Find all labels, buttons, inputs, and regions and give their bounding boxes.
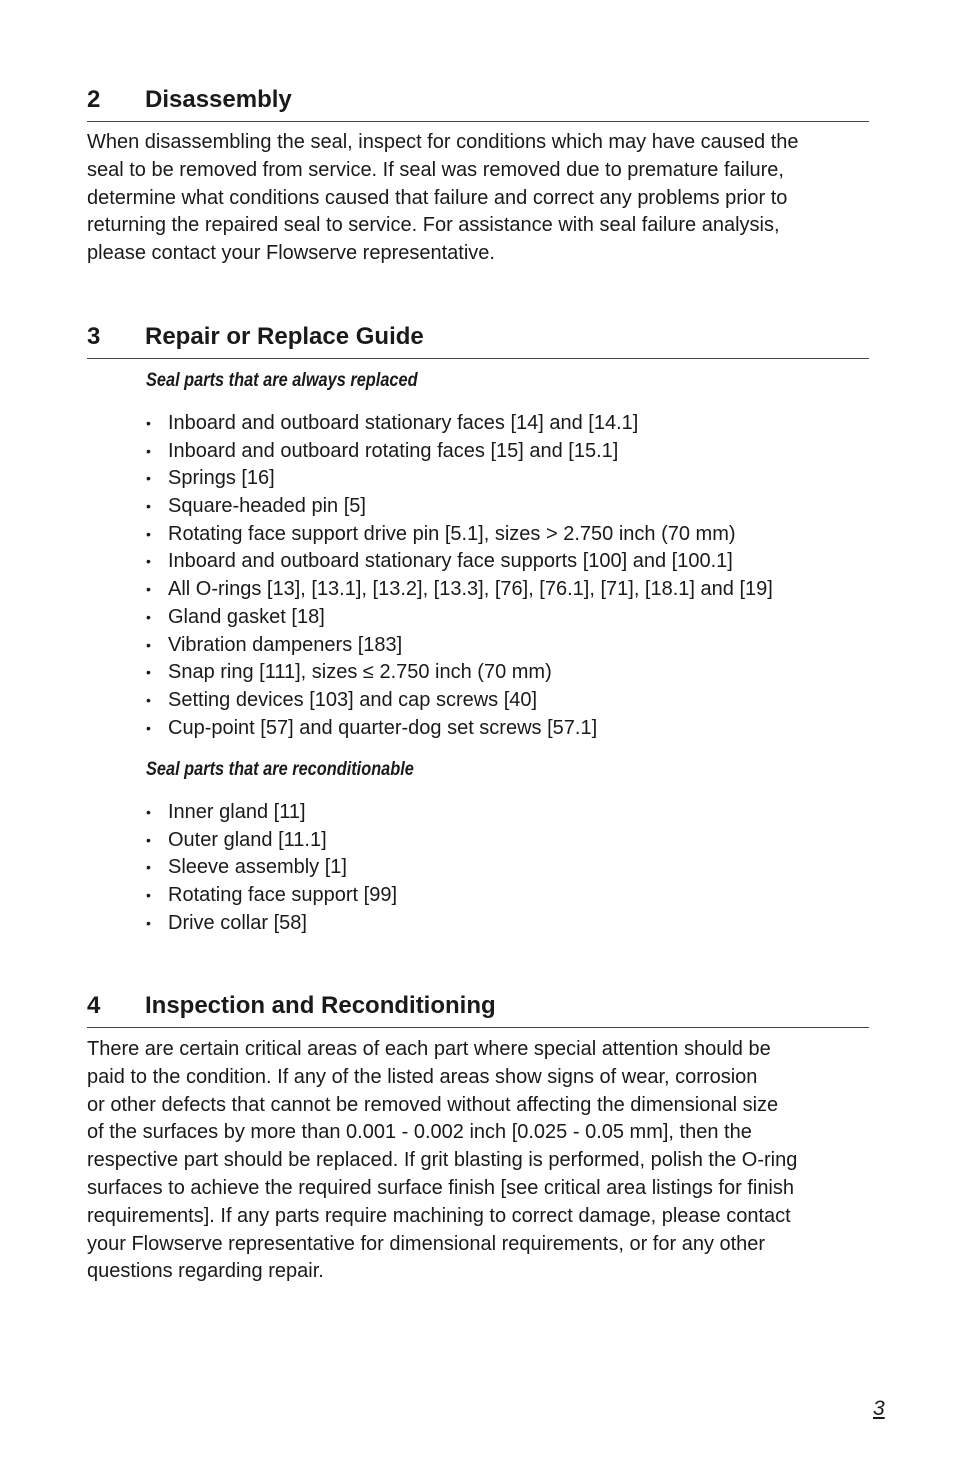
section-number: 4: [87, 992, 101, 1019]
paragraph-line: determine what conditions caused that failure and correct any problems prior to: [87, 186, 788, 209]
list-item-text: Inboard and outboard rotating faces [15] and [15.1]: [168, 439, 619, 462]
bullet-icon: •: [146, 442, 151, 459]
paragraph-line: returning the repaired seal to service. For assistance with seal failure analysis,: [87, 214, 780, 237]
list-item-text: Springs [16]: [168, 467, 275, 490]
section-title: Disassembly: [145, 86, 292, 113]
bullet-icon: •: [146, 525, 151, 542]
paragraph-line: There are certain critical areas of each part where special attention should be: [87, 1038, 771, 1060]
list-item-text: Rotating face support [99]: [168, 884, 398, 907]
bullet-icon: •: [146, 498, 151, 515]
paragraph-line: questions regarding repair.: [87, 1260, 324, 1283]
paragraph-line: paid to the condition. If any of the listed areas show signs of wear, corrosion: [87, 1065, 758, 1088]
paragraph-line: surfaces to achieve the required surface finish [see critical area listings for finish: [87, 1176, 795, 1199]
paragraph-line: or other defects that cannot be removed without affecting the dimensional size: [87, 1093, 779, 1116]
bullet-icon: •: [146, 831, 151, 848]
section-number: 2: [87, 86, 101, 113]
section-4-paragraph: [87, 1036, 869, 1286]
list-item-text: Vibration dampeners [183]: [168, 633, 403, 656]
paragraph-line: of the surfaces by more than 0.001 - 0.002 inch [0.025 - 0.05 mm], then the: [87, 1121, 752, 1144]
paragraph-line: When disassembling the seal, inspect for conditions which may have caused the: [87, 131, 799, 153]
list-item-text: Sleeve assembly [1]: [168, 856, 347, 879]
subsection-heading-always-replaced: Seal parts that are always replaced: [146, 370, 418, 391]
bullet-icon: •: [146, 608, 151, 625]
list-item-text: Inboard and outboard stationary faces [14] and [14.1]: [168, 412, 639, 434]
bullet-icon: •: [146, 914, 151, 931]
bullet-icon: •: [146, 859, 151, 876]
bullet-icon: •: [146, 887, 151, 904]
paragraph-line: seal to be removed from service. If seal was removed due to premature failure,: [87, 158, 784, 181]
section-3-heading: [87, 323, 869, 359]
list-item-text: Outer gland [11.1]: [168, 828, 327, 851]
section-2-heading: [87, 86, 869, 122]
list-item-text: Setting devices [103] and cap screws [40]: [168, 688, 538, 711]
list-item-text: Drive collar [58]: [168, 911, 307, 934]
list-item-text: Square-headed pin [5]: [168, 495, 366, 518]
list-item-text: Cup-point [57] and quarter-dog set screws [57.1]: [168, 716, 598, 739]
list-item-text: All O-rings [13], [13.1], [13.2], [13.3], [76], [76.1], [71], [18.1] and [19]: [168, 578, 773, 601]
bullet-icon: •: [146, 719, 151, 736]
list-item-text: Inboard and outboard stationary face supports [100] and [100.1]: [168, 550, 733, 573]
list-item-text: Rotating face support drive pin [5.1], sizes > 2.750 inch (70 mm): [168, 522, 736, 545]
paragraph-line: respective part should be replaced. If grit blasting is performed, polish the O-ring: [87, 1149, 798, 1172]
bullet-icon: •: [146, 804, 151, 820]
section-2-paragraph: [87, 129, 869, 268]
page-number: 3: [873, 1397, 885, 1420]
section-title: Repair or Replace Guide: [145, 323, 424, 350]
list-item-text: Snap ring [111], sizes ≤ 2.750 inch (70 mm): [168, 661, 552, 684]
bullet-icon: •: [146, 581, 151, 598]
paragraph-line: requirements]. If any parts require machining to correct damage, please contact: [87, 1204, 791, 1227]
paragraph-line: your Flowserve representative for dimensional requirements, or for any other: [87, 1232, 766, 1255]
list-item-text: Gland gasket [18]: [168, 605, 325, 628]
bullet-icon: •: [146, 553, 151, 570]
subsection-heading-reconditionable: Seal parts that are reconditionable: [146, 759, 414, 780]
bullet-icon: •: [146, 415, 151, 431]
paragraph-line: please contact your Flowserve representative.: [87, 242, 495, 265]
section-number: 3: [87, 323, 101, 350]
bullet-icon: •: [146, 470, 151, 487]
section-4-heading: [87, 992, 869, 1028]
bullet-icon: •: [146, 691, 151, 708]
bullet-icon: •: [146, 636, 151, 653]
list-item-text: Inner gland [11]: [168, 801, 306, 823]
section-title: Inspection and Reconditioning: [145, 992, 496, 1019]
bullet-icon: •: [146, 664, 151, 681]
